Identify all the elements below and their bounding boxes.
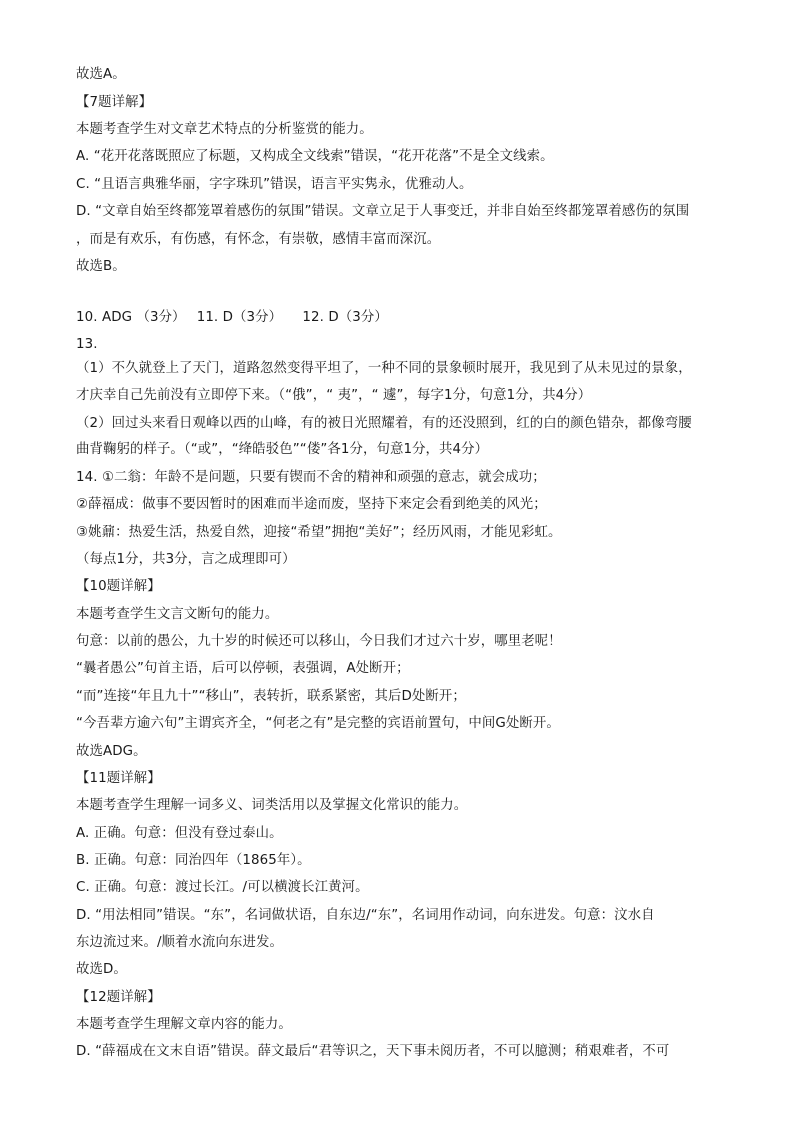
text-line: 14. ①二翁：年龄不是问题，只要有锲而不舍的精神和顽强的意志，就会成功；: [76, 470, 546, 485]
text-line: “今吾辈方逾六旬”主谓宾齐全，“何老之有”是完整的宾语前置句，中间G处断开。: [76, 716, 560, 731]
text-line: 东边流过来。/顺着水流向东进发。: [76, 935, 283, 950]
text-line: （每点1分，共3分，言之成理即可）: [76, 552, 296, 567]
text-line: 曲背鞠躬的样子。（“或”，“绛皓驳色”“偻”各1分，句意1分，共4分）: [76, 442, 489, 457]
answer-line: 10. ADG （3分） 11. D（3分） 12. D（3分）: [76, 310, 388, 325]
text-line: 本题考查学生对文章艺术特点的分析鉴赏的能力。: [76, 122, 373, 137]
text-line: A. 正确。句意：但没有登过泰山。: [76, 826, 283, 841]
section-heading: 【12题详解】: [76, 990, 161, 1005]
section-heading: 【11题详解】: [76, 771, 161, 786]
text-line: 句意：以前的愚公，九十岁的时候还可以移山，今日我们才过六十岁，哪里老呢！: [76, 634, 562, 649]
text-line: 故选B。: [76, 259, 126, 274]
text-line: ③姚鼐：热爱生活，热爱自然，迎接“希望”拥抱“美好”；经历风雨，才能见彩虹。: [76, 525, 562, 540]
text-line: 本题考查学生理解一词多义、词类活用以及掌握文化常识的能力。: [76, 798, 468, 813]
text-line: ②薛福成：做事不要因暂时的困难而半途而废，坚持下来定会看到绝美的风光；: [76, 497, 547, 512]
text-line: 本题考查学生文言文断句的能力。: [76, 607, 279, 622]
text-line: C. “且语言典雅华丽，字字珠玑”错误，语言平实隽永，优雅动人。: [76, 177, 473, 192]
text-line: ，而是有欢乐，有伤感，有怀念，有崇敬，感情丰富而深沉。: [76, 232, 441, 247]
text-line: 故选A。: [76, 67, 126, 82]
question-number: 13.: [76, 337, 98, 352]
text-line: D. “文章自始至终都笼罩着感伤的氛围”错误。文章立足于人事变迁，并非自始至终都笼罩着感伤的氛围: [76, 204, 690, 219]
text-line: C. 正确。句意：渡过长江。/可以横渡长江黄河。: [76, 880, 369, 895]
section-heading: 【7题详解】: [76, 95, 153, 110]
text-line: 本题考查学生理解文章内容的能力。: [76, 1017, 292, 1032]
text-line: 故选ADG。: [76, 744, 147, 759]
text-line: D. “用法相同”错误。“东”，名词做状语，自东边/“东”，名词用作动词，向东进发。句意：汶水自: [76, 908, 655, 923]
text-line: 故选D。: [76, 962, 127, 977]
text-line: D. “薛福成在文末自语”错误。薛文最后“君等识之，天下事未阅历者，不可以臆测；稍艰难者，不可: [76, 1044, 670, 1059]
text-line: （2）回过头来看日观峰以西的山峰，有的被日光照耀着，有的还没照到，红的白的颜色错杂，都像弯腰: [76, 416, 692, 431]
text-line: A. “花开花落既照应了标题，又构成全文线索”错误，“花开花落”不是全文线索。: [76, 149, 554, 164]
text-line: 才庆幸自己先前没有立即停下来。（“俄”，“ 夷”，“ 遽”，每字1分，句意1分，共4分）: [76, 388, 592, 403]
text-line: “而”连接“年且九十”“移山”，表转折，联系紧密，其后D处断开；: [76, 689, 466, 704]
text-line: （1）不久就登上了天门，道路忽然变得平坦了，一种不同的景象顿时展开，我见到了从未见过的景象，: [76, 361, 692, 376]
text-line: “曩者愚公”句首主语，后可以停顿，表强调，A处断开；: [76, 661, 410, 676]
text-line: B. 正确。句意：同治四年（1865年）。: [76, 853, 311, 868]
section-heading: 【10题详解】: [76, 579, 161, 594]
